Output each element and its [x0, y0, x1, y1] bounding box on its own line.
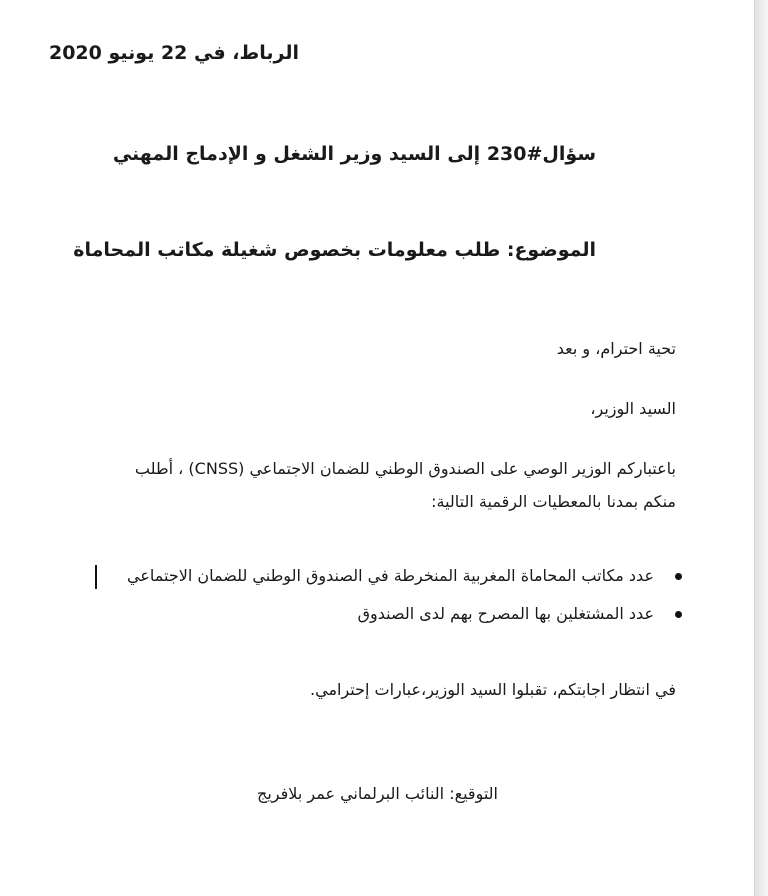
subject-line: الموضوع: طلب معلومات بخصوص شغيلة مكاتب المحاماة — [73, 239, 596, 261]
text-cursor — [95, 565, 97, 589]
signature-line: التوقيع: النائب البرلماني عمر بلافريج — [257, 784, 498, 803]
body-paragraph-line-1: باعتباركم الوزير الوصي على الصندوق الوطني للضمان الاجتماعي (CNSS) ، أطلب — [134, 459, 676, 478]
greeting: تحية احترام، و بعد — [556, 339, 676, 358]
bullet-icon — [675, 611, 682, 618]
question-title: سؤال#230 إلى السيد وزير الشغل و الإدماج المهني — [112, 143, 596, 165]
page-edge-shadow — [755, 0, 768, 896]
list-item — [127, 566, 654, 585]
list-item — [358, 604, 654, 623]
closing-line: في انتظار اجابتكم، تقبلوا السيد الوزير،عبارات إحترامي. — [310, 680, 676, 699]
list-item-text: عدد مكاتب المحاماة المغربية المنخرطة في الصندوق الوطني للضمان الاجتماعي — [127, 566, 654, 585]
list-item-text: عدد المشتغلين بها المصرح بهم لدى الصندوق — [357, 604, 654, 623]
date-line: الرباط، في 22 يونيو 2020 — [48, 42, 299, 64]
addressee: السيد الوزير، — [590, 399, 676, 418]
body-paragraph-line-2: منكم بمدنا بالمعطيات الرقمية التالية: — [431, 492, 676, 511]
bullet-icon — [675, 573, 682, 580]
